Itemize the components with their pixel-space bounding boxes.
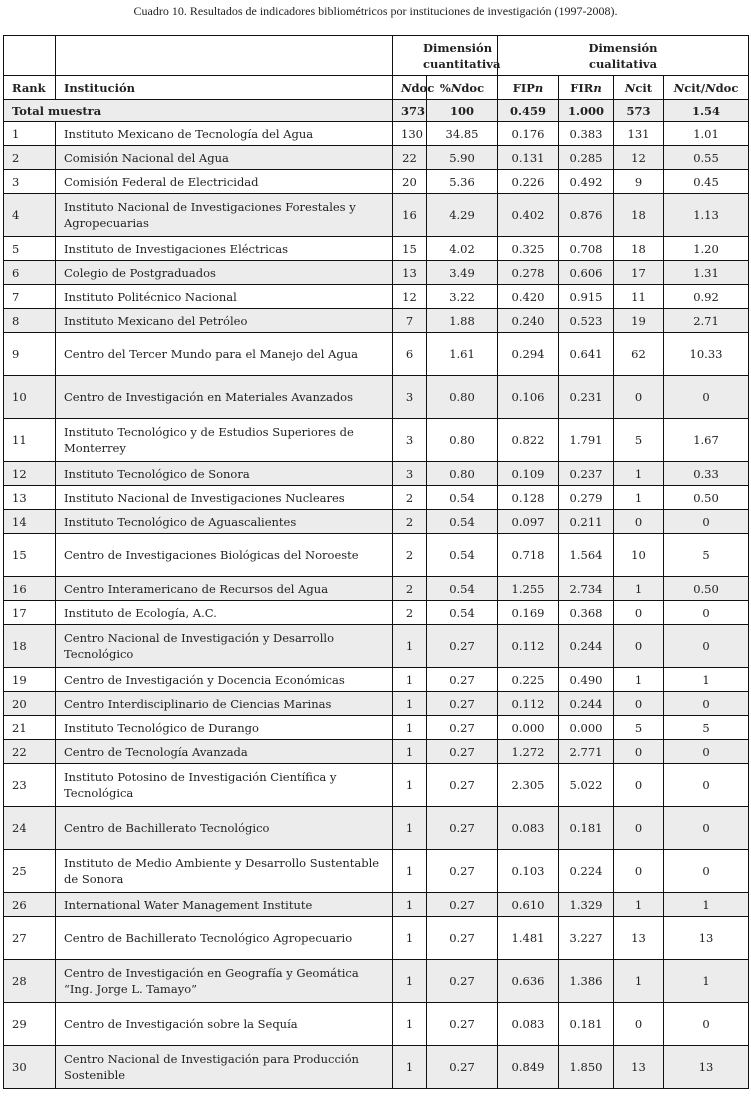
table-row (4, 122, 749, 146)
cell-institucion: Comisión Federal de Electricidad (56, 170, 393, 194)
cell-institucion: Centro de Bachillerato Tecnológico Agropecuario (56, 917, 393, 960)
cell-fipn: 0.176 (498, 122, 559, 146)
cell-ncit: 5 (614, 419, 664, 462)
cell-fipn: 1.481 (498, 917, 559, 960)
cell-institucion: Centro de Bachillerato Tecnológico (56, 807, 393, 850)
cell-ncit: 0 (614, 376, 664, 419)
cell-ncit-ndoc: 0 (664, 376, 749, 419)
cell-ncit-ndoc: 0 (664, 601, 749, 625)
cell-firn: 0.490 (559, 668, 614, 692)
table-row (4, 960, 749, 1003)
cell-pndoc: 0.27 (427, 692, 498, 716)
cell-ncit-ndoc: 1.31 (664, 261, 749, 285)
cell-institucion: Centro de Investigación y Docencia Económicas (56, 668, 393, 692)
cell-fipn: 0.106 (498, 376, 559, 419)
cell-firn: 1.329 (559, 893, 614, 917)
cell-ndoc: 1 (393, 1003, 427, 1046)
cell-fipn: 0.240 (498, 309, 559, 333)
table-row (4, 309, 749, 333)
cell-firn: 0.641 (559, 333, 614, 376)
cell-ndoc: 6 (393, 333, 427, 376)
cell-firn: 2.771 (559, 740, 614, 764)
cell-ncit: 0 (614, 740, 664, 764)
cell-ncit: 13 (614, 917, 664, 960)
cell-pndoc: 0.80 (427, 419, 498, 462)
cell-fipn: 0.278 (498, 261, 559, 285)
cell-ncit: 18 (614, 194, 664, 237)
cell-institucion: Centro Nacional de Investigación y Desarrollo Tecnológico (56, 625, 393, 668)
cell-ndoc: 1 (393, 807, 427, 850)
cell-firn: 0.876 (559, 194, 614, 237)
total-fipn: 0.459 (498, 100, 559, 122)
cell-ncit-ndoc: 1.13 (664, 194, 749, 237)
cell-institucion: Centro de Investigación en Materiales Avanzados (56, 376, 393, 419)
cell-rank: 29 (4, 1003, 56, 1046)
cell-fipn: 0.420 (498, 285, 559, 309)
cell-rank: 27 (4, 917, 56, 960)
cell-rank: 14 (4, 510, 56, 534)
cell-ncit: 1 (614, 577, 664, 601)
table-row (4, 237, 749, 261)
table-row (4, 261, 749, 285)
cell-ncit: 1 (614, 668, 664, 692)
cell-rank: 6 (4, 261, 56, 285)
cell-ndoc: 12 (393, 285, 427, 309)
cell-firn: 1.850 (559, 1046, 614, 1089)
cell-firn: 0.244 (559, 625, 614, 668)
table-row (4, 764, 749, 807)
cell-rank: 11 (4, 419, 56, 462)
cell-ncit: 1 (614, 893, 664, 917)
cell-pndoc: 0.27 (427, 625, 498, 668)
cell-ndoc: 3 (393, 462, 427, 486)
cell-ncit: 0 (614, 764, 664, 807)
cell-ncit: 1 (614, 486, 664, 510)
table-row (4, 893, 749, 917)
cell-firn: 0.181 (559, 1003, 614, 1046)
cell-ndoc: 1 (393, 716, 427, 740)
table-row (4, 601, 749, 625)
cell-institucion: Instituto de Ecología, A.C. (56, 601, 393, 625)
cell-rank: 17 (4, 601, 56, 625)
cell-rank: 5 (4, 237, 56, 261)
cell-ncit-ndoc: 1.67 (664, 419, 749, 462)
cell-pndoc: 0.54 (427, 534, 498, 577)
cell-fipn: 1.272 (498, 740, 559, 764)
cell-fipn: 0.294 (498, 333, 559, 376)
header-empty (4, 36, 56, 76)
cell-ncit-ndoc: 1.20 (664, 237, 749, 261)
cell-ndoc: 15 (393, 237, 427, 261)
cell-rank: 12 (4, 462, 56, 486)
table-row (4, 510, 749, 534)
table-row (4, 625, 749, 668)
cell-institucion: Comisión Nacional del Agua (56, 146, 393, 170)
cell-ncit: 0 (614, 1003, 664, 1046)
cell-pndoc: 0.27 (427, 764, 498, 807)
cell-fipn: 0.112 (498, 692, 559, 716)
cell-firn: 0.383 (559, 122, 614, 146)
cell-pndoc: 0.27 (427, 740, 498, 764)
cell-fipn: 0.226 (498, 170, 559, 194)
cell-ncit-ndoc: 0 (664, 510, 749, 534)
cell-ncit-ndoc: 13 (664, 1046, 749, 1089)
cell-firn: 0.523 (559, 309, 614, 333)
cell-rank: 13 (4, 486, 56, 510)
cell-ncit-ndoc: 0.50 (664, 486, 749, 510)
cell-pndoc: 34.85 (427, 122, 498, 146)
cell-rank: 22 (4, 740, 56, 764)
cell-ncit: 0 (614, 625, 664, 668)
cell-ndoc: 130 (393, 122, 427, 146)
cell-pndoc: 3.49 (427, 261, 498, 285)
cell-ndoc: 1 (393, 893, 427, 917)
cell-ncit: 9 (614, 170, 664, 194)
cell-pndoc: 4.02 (427, 237, 498, 261)
cell-pndoc: 0.27 (427, 668, 498, 692)
table-row (4, 194, 749, 237)
cell-ncit-ndoc: 0.50 (664, 577, 749, 601)
cell-ncit: 19 (614, 309, 664, 333)
column-header-pndoc: %Ndoc (427, 76, 498, 100)
cell-rank: 9 (4, 333, 56, 376)
cell-fipn: 0.131 (498, 146, 559, 170)
cell-rank: 24 (4, 807, 56, 850)
column-header-ndoc: Ndoc (393, 76, 427, 100)
cell-ncit: 18 (614, 237, 664, 261)
cell-ncit-ndoc: 13 (664, 917, 749, 960)
cell-fipn: 0.325 (498, 237, 559, 261)
cell-ncit: 11 (614, 285, 664, 309)
cell-ncit-ndoc: 0 (664, 807, 749, 850)
total-ndoc: 373 (393, 100, 427, 122)
table-row (4, 170, 749, 194)
cell-firn: 5.022 (559, 764, 614, 807)
cell-ncit-ndoc: 0.33 (664, 462, 749, 486)
cell-pndoc: 0.27 (427, 917, 498, 960)
cell-pndoc: 0.80 (427, 462, 498, 486)
cell-firn: 0.285 (559, 146, 614, 170)
table-row (4, 807, 749, 850)
cell-fipn: 0.083 (498, 1003, 559, 1046)
cell-ncit-ndoc: 1 (664, 893, 749, 917)
cell-ndoc: 2 (393, 534, 427, 577)
cell-pndoc: 0.54 (427, 601, 498, 625)
cell-institucion: Instituto de Investigaciones Eléctricas (56, 237, 393, 261)
cell-ndoc: 13 (393, 261, 427, 285)
cell-ncit: 0 (614, 692, 664, 716)
cell-rank: 15 (4, 534, 56, 577)
cell-institucion: Instituto Nacional de Investigaciones Nucleares (56, 486, 393, 510)
column-header-fipn: FIPn (498, 76, 559, 100)
table-row (4, 1046, 749, 1089)
total-ncit-ndoc: 1.54 (664, 100, 749, 122)
cell-rank: 30 (4, 1046, 56, 1089)
total-ncit: 573 (614, 100, 664, 122)
cell-institucion: Centro Interdisciplinario de Ciencias Marinas (56, 692, 393, 716)
cell-rank: 7 (4, 285, 56, 309)
cell-ndoc: 1 (393, 917, 427, 960)
cell-firn: 2.734 (559, 577, 614, 601)
header-group-row (4, 36, 749, 76)
cell-ndoc: 1 (393, 850, 427, 893)
table-row (4, 668, 749, 692)
cell-ndoc: 2 (393, 510, 427, 534)
cell-fipn: 0.103 (498, 850, 559, 893)
table-row (4, 716, 749, 740)
cell-rank: 20 (4, 692, 56, 716)
cell-fipn: 0.636 (498, 960, 559, 1003)
cell-fipn: 0.849 (498, 1046, 559, 1089)
cell-ncit-ndoc: 0.45 (664, 170, 749, 194)
cell-firn: 1.564 (559, 534, 614, 577)
header-empty (56, 36, 393, 76)
cell-rank: 4 (4, 194, 56, 237)
cell-firn: 0.606 (559, 261, 614, 285)
column-header-rank: Rank (4, 76, 56, 100)
cell-firn: 0.708 (559, 237, 614, 261)
cell-rank: 19 (4, 668, 56, 692)
cell-ndoc: 1 (393, 625, 427, 668)
table-caption: Cuadro 10. Resultados de indicadores bibliométricos por instituciones de investigación (1997-2008). (133, 4, 618, 18)
cell-ndoc: 20 (393, 170, 427, 194)
table-row (4, 376, 749, 419)
cell-rank: 28 (4, 960, 56, 1003)
cell-ndoc: 7 (393, 309, 427, 333)
cell-ndoc: 22 (393, 146, 427, 170)
cell-pndoc: 0.27 (427, 807, 498, 850)
cell-rank: 3 (4, 170, 56, 194)
cell-firn: 0.279 (559, 486, 614, 510)
cell-pndoc: 0.27 (427, 1046, 498, 1089)
cell-rank: 21 (4, 716, 56, 740)
cell-ncit: 1 (614, 462, 664, 486)
cell-ncit-ndoc: 0 (664, 740, 749, 764)
cell-firn: 1.386 (559, 960, 614, 1003)
cell-fipn: 0.097 (498, 510, 559, 534)
table-row (4, 850, 749, 893)
total-row (4, 100, 749, 122)
total-firn: 1.000 (559, 100, 614, 122)
cell-fipn: 0.128 (498, 486, 559, 510)
cell-rank: 1 (4, 122, 56, 146)
table-body (4, 122, 749, 1089)
cell-ncit-ndoc: 5 (664, 716, 749, 740)
cell-ncit: 131 (614, 122, 664, 146)
table-row (4, 419, 749, 462)
cell-institucion: Instituto Potosino de Investigación Científica y Tecnológica (56, 764, 393, 807)
table-row (4, 333, 749, 376)
cell-pndoc: 0.54 (427, 577, 498, 601)
bibliometric-table (3, 35, 749, 1089)
cell-pndoc: 0.54 (427, 486, 498, 510)
table-row (4, 462, 749, 486)
cell-fipn: 2.305 (498, 764, 559, 807)
cell-ncit: 17 (614, 261, 664, 285)
cell-rank: 8 (4, 309, 56, 333)
cell-ncit-ndoc: 0 (664, 850, 749, 893)
cell-firn: 0.244 (559, 692, 614, 716)
cell-ncit-ndoc: 0.55 (664, 146, 749, 170)
table-row (4, 486, 749, 510)
cell-ncit: 5 (614, 716, 664, 740)
table-row (4, 146, 749, 170)
cell-ncit-ndoc: 0 (664, 1003, 749, 1046)
cell-pndoc: 5.90 (427, 146, 498, 170)
cell-fipn: 0.083 (498, 807, 559, 850)
cell-rank: 26 (4, 893, 56, 917)
cell-institucion: Centro de Tecnología Avanzada (56, 740, 393, 764)
cell-firn: 0.368 (559, 601, 614, 625)
cell-ncit: 0 (614, 807, 664, 850)
cell-institucion: Centro de Investigación en Geografía y Geomática “Ing. Jorge L. Tamayo” (56, 960, 393, 1003)
table-row (4, 1003, 749, 1046)
header-group-qualitative: Dimensión cualitativa (498, 36, 749, 76)
table-row (4, 692, 749, 716)
cell-institucion: Instituto Mexicano del Petróleo (56, 309, 393, 333)
cell-fipn: 0.822 (498, 419, 559, 462)
column-header-firn: FIRn (559, 76, 614, 100)
cell-pndoc: 0.27 (427, 850, 498, 893)
table-row (4, 534, 749, 577)
cell-ndoc: 1 (393, 668, 427, 692)
table-row (4, 740, 749, 764)
cell-ncit: 1 (614, 960, 664, 1003)
header-group-quantitative: Dimensión cuantitativa (393, 36, 498, 76)
cell-firn: 0.224 (559, 850, 614, 893)
cell-firn: 0.231 (559, 376, 614, 419)
cell-ndoc: 2 (393, 601, 427, 625)
cell-pndoc: 5.36 (427, 170, 498, 194)
cell-rank: 16 (4, 577, 56, 601)
cell-ncit-ndoc: 0.92 (664, 285, 749, 309)
cell-rank: 18 (4, 625, 56, 668)
cell-fipn: 0.225 (498, 668, 559, 692)
total-pndoc: 100 (427, 100, 498, 122)
table-row (4, 917, 749, 960)
cell-ndoc: 1 (393, 692, 427, 716)
column-header-ncit: Ncit (614, 76, 664, 100)
cell-institucion: Centro Nacional de Investigación para Producción Sostenible (56, 1046, 393, 1089)
cell-ncit: 0 (614, 850, 664, 893)
cell-fipn: 0.109 (498, 462, 559, 486)
cell-firn: 3.227 (559, 917, 614, 960)
cell-institucion: Instituto Tecnológico de Sonora (56, 462, 393, 486)
cell-institucion: Colegio de Postgraduados (56, 261, 393, 285)
cell-ndoc: 3 (393, 419, 427, 462)
cell-firn: 1.791 (559, 419, 614, 462)
cell-pndoc: 0.27 (427, 716, 498, 740)
cell-pndoc: 1.88 (427, 309, 498, 333)
table-row (4, 285, 749, 309)
cell-pndoc: 0.27 (427, 960, 498, 1003)
cell-institucion: Centro de Investigación sobre la Sequía (56, 1003, 393, 1046)
cell-institucion: Instituto Tecnológico de Aguascalientes (56, 510, 393, 534)
cell-ndoc: 3 (393, 376, 427, 419)
cell-ncit: 12 (614, 146, 664, 170)
column-header-ncit-ndoc: Ncit/Ndoc (664, 76, 749, 100)
cell-fipn: 0.402 (498, 194, 559, 237)
cell-ndoc: 1 (393, 764, 427, 807)
cell-institucion: Instituto Mexicano de Tecnología del Agua (56, 122, 393, 146)
cell-institucion: International Water Management Institute (56, 893, 393, 917)
total-label: Total muestra (4, 100, 393, 122)
cell-fipn: 1.255 (498, 577, 559, 601)
cell-ncit: 0 (614, 601, 664, 625)
cell-ndoc: 1 (393, 1046, 427, 1089)
cell-pndoc: 3.22 (427, 285, 498, 309)
cell-rank: 2 (4, 146, 56, 170)
cell-ncit-ndoc: 10.33 (664, 333, 749, 376)
cell-institucion: Instituto Tecnológico y de Estudios Superiores de Monterrey (56, 419, 393, 462)
cell-pndoc: 0.80 (427, 376, 498, 419)
cell-ncit-ndoc: 1 (664, 960, 749, 1003)
cell-pndoc: 0.27 (427, 893, 498, 917)
cell-fipn: 0.610 (498, 893, 559, 917)
cell-rank: 10 (4, 376, 56, 419)
cell-ndoc: 2 (393, 577, 427, 601)
cell-institucion: Instituto Politécnico Nacional (56, 285, 393, 309)
cell-firn: 0.211 (559, 510, 614, 534)
cell-institucion: Centro de Investigaciones Biológicas del Noroeste (56, 534, 393, 577)
cell-ncit-ndoc: 2.71 (664, 309, 749, 333)
cell-ncit: 0 (614, 510, 664, 534)
cell-ndoc: 16 (393, 194, 427, 237)
cell-ncit-ndoc: 1 (664, 668, 749, 692)
cell-fipn: 0.112 (498, 625, 559, 668)
cell-ndoc: 2 (393, 486, 427, 510)
cell-ncit-ndoc: 1.01 (664, 122, 749, 146)
cell-pndoc: 0.54 (427, 510, 498, 534)
cell-ndoc: 1 (393, 960, 427, 1003)
cell-pndoc: 1.61 (427, 333, 498, 376)
cell-fipn: 0.718 (498, 534, 559, 577)
cell-fipn: 0.169 (498, 601, 559, 625)
cell-institucion: Instituto Tecnológico de Durango (56, 716, 393, 740)
header-column-row (4, 76, 749, 100)
cell-rank: 23 (4, 764, 56, 807)
cell-ncit-ndoc: 5 (664, 534, 749, 577)
cell-ndoc: 1 (393, 740, 427, 764)
cell-firn: 0.915 (559, 285, 614, 309)
cell-firn: 0.237 (559, 462, 614, 486)
cell-firn: 0.181 (559, 807, 614, 850)
cell-ncit-ndoc: 0 (664, 625, 749, 668)
cell-ncit: 13 (614, 1046, 664, 1089)
cell-fipn: 0.000 (498, 716, 559, 740)
cell-ncit: 62 (614, 333, 664, 376)
cell-ncit-ndoc: 0 (664, 692, 749, 716)
cell-firn: 0.000 (559, 716, 614, 740)
cell-institucion: Instituto de Medio Ambiente y Desarrollo Sustentable de Sonora (56, 850, 393, 893)
cell-institucion: Centro Interamericano de Recursos del Agua (56, 577, 393, 601)
cell-pndoc: 4.29 (427, 194, 498, 237)
column-header-institucion: Institución (56, 76, 393, 100)
table-row (4, 577, 749, 601)
cell-rank: 25 (4, 850, 56, 893)
cell-ncit-ndoc: 0 (664, 764, 749, 807)
cell-institucion: Instituto Nacional de Investigaciones Forestales y Agropecuarias (56, 194, 393, 237)
cell-institucion: Centro del Tercer Mundo para el Manejo del Agua (56, 333, 393, 376)
cell-pndoc: 0.27 (427, 1003, 498, 1046)
cell-ncit: 10 (614, 534, 664, 577)
cell-firn: 0.492 (559, 170, 614, 194)
